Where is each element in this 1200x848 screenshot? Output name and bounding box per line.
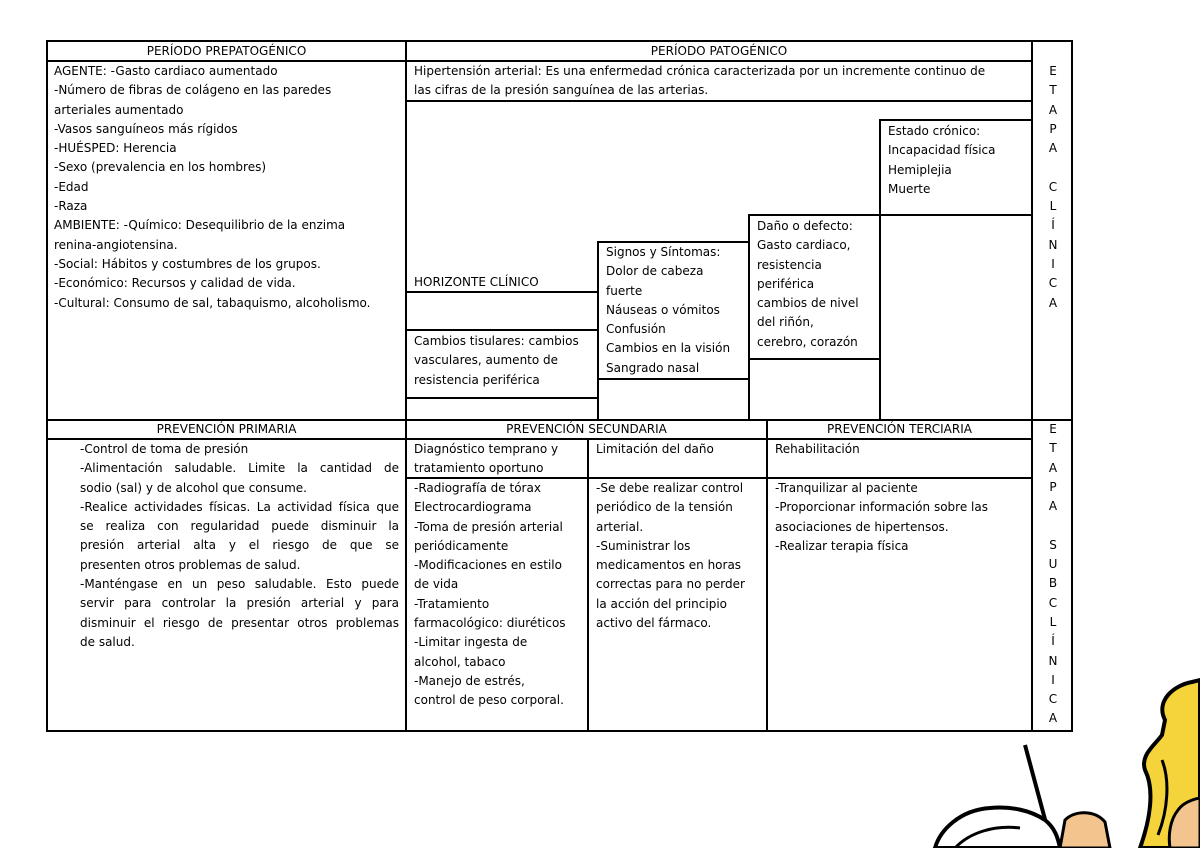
- text-line: -Raza: [54, 199, 88, 214]
- text-line: -Edad: [54, 179, 89, 194]
- prevencion-terciaria-header: PREVENCIÓN TERCIARIA: [827, 422, 972, 436]
- text-line: AMBIENTE: -Químico: Desequilibrio de la enzima: [54, 218, 346, 233]
- text-line: -Control de toma de presión: [80, 442, 249, 456]
- text-line: del riñón,: [757, 315, 814, 330]
- text-line: fuerte: [606, 283, 643, 298]
- text-line: Confusión: [606, 322, 666, 337]
- text-line: periódicamente: [414, 538, 509, 553]
- rehabilitacion-title: Rehabilitación: [775, 442, 860, 456]
- text-line: -HUÉSPED: Herencia: [54, 141, 177, 156]
- text-line: Estado crónico:: [888, 124, 981, 138]
- text-line: -Alimentación saludable. Limite la cantidad de: [80, 461, 399, 476]
- text-line: disminuir el riesgo de presentar otros problemas: [80, 615, 399, 630]
- top-col-divider-2: [1031, 40, 1033, 421]
- etapa-subclinica-label: E T A P A S U B C L Í N I C A: [1048, 422, 1058, 726]
- cartoon-illustration: [900, 660, 1200, 848]
- horizonte-line: [405, 291, 598, 293]
- text-line: tratamiento oportuno: [414, 461, 544, 476]
- text-line: -Toma de presión arterial: [414, 519, 563, 534]
- step-1-left: [597, 241, 599, 421]
- diagnostico-content: [414, 479, 566, 711]
- prevencion-primaria-header: PREVENCIÓN PRIMARIA: [156, 422, 297, 436]
- text-line: Náuseas o vómitos: [606, 302, 720, 317]
- text-line: presenten otros problemas de salud.: [80, 557, 301, 572]
- text-line: Hipertensión arterial: Es una enfermedad crónica caracterizada por un incremente continuo de: [414, 64, 986, 78]
- text-line: Muerte: [888, 181, 931, 196]
- text-line: control de peso corporal.: [414, 693, 564, 708]
- text-line: -Social: Hábitos y costumbres de los grupos.: [54, 256, 321, 271]
- text-line: cambios de nivel: [757, 296, 859, 311]
- text-line: -Cultural: Consumo de sal, tabaquismo, alcoholismo.: [54, 295, 371, 310]
- text-line: presión arterial alta y el riesgo de que se: [80, 538, 399, 553]
- text-line: sodio (sal) y de alcohol que consume.: [80, 480, 307, 495]
- text-line: medicamentos en horas: [596, 558, 742, 573]
- text-line: Incapacidad física: [888, 143, 996, 158]
- text-line: correctas para no perder: [596, 577, 745, 592]
- text-line: Hemiplejia: [888, 162, 952, 177]
- text-line: Gasto cardiaco,: [757, 238, 851, 253]
- text-line: -Manejo de estrés,: [414, 673, 525, 688]
- text-line: -Sexo (prevalencia en los hombres): [54, 160, 267, 175]
- text-line: resistencia periférica: [414, 372, 540, 387]
- bottom-col-divider-1: [405, 419, 407, 732]
- text-line: -Realice actividades físicas. La actividad física que: [80, 499, 399, 514]
- text-line: vasculares, aumento de: [414, 353, 559, 368]
- text-line: de salud.: [80, 634, 135, 649]
- text-line: Cambios tisulares: cambios: [414, 334, 579, 348]
- bottom-col-divider-3: [766, 419, 768, 732]
- estado-cronico: [888, 122, 996, 199]
- text-line: -Limitar ingesta de: [414, 635, 528, 650]
- text-line: alcohol, tabaco: [414, 654, 506, 669]
- text-line: las cifras de la presión sanguínea de las arterias.: [414, 83, 709, 98]
- text-line: cerebro, corazón: [757, 334, 858, 349]
- text-line: Electrocardiograma: [414, 500, 532, 515]
- etapa-clinica-label: E T A P A C L Í N I C A: [1048, 64, 1058, 310]
- prevencion-primaria-content: [80, 440, 399, 652]
- step-2-top: [748, 214, 881, 216]
- text-line: periódico de la tensión: [596, 500, 733, 515]
- text-line: Daño o defecto:: [757, 219, 853, 233]
- definition-divider: [405, 100, 1033, 102]
- text-line: Dolor de cabeza: [606, 264, 704, 279]
- patogenico-header: PERÍODO PATOGÉNICO: [650, 44, 788, 58]
- text-line: Sangrado nasal: [606, 360, 700, 375]
- text-line: -Manténgase en un peso saludable. Esto puede: [80, 577, 399, 592]
- signos-sintomas: [606, 243, 730, 378]
- cartoon-skin: [1060, 813, 1110, 848]
- text-line: -Realizar terapia física: [775, 538, 909, 553]
- text-line: -Número de fibras de colágeno en las paredes: [54, 83, 332, 98]
- cronico-bottom: [879, 214, 1033, 216]
- text-line: se realiza con regularidad puede disminuir la: [80, 519, 399, 534]
- text-line: farmacológico: diuréticos: [414, 616, 566, 631]
- text-line: -Tranquilizar al paciente: [775, 481, 918, 495]
- prepatogenico-content: [54, 62, 370, 313]
- text-line: asociaciones de hipertensos.: [775, 519, 949, 534]
- text-line: -Proporcionar información sobre las: [775, 500, 988, 515]
- text-line: -Económico: Recursos y calidad de vida.: [54, 276, 296, 291]
- text-line: servir para controlar la presión arterial y para: [80, 596, 399, 611]
- bottom-col-divider-2: [587, 438, 589, 732]
- rehabilitacion-content: [775, 479, 988, 556]
- step-3-top: [879, 119, 1033, 121]
- text-line: AGENTE: -Gasto cardiaco aumentado: [54, 64, 278, 78]
- text-line: arterial.: [596, 519, 644, 534]
- horizonte-clinico-label: HORIZONTE CLÍNICO: [414, 275, 539, 289]
- text-line: resistencia: [757, 257, 822, 272]
- text-line: de vida: [414, 577, 459, 592]
- text-line: activo del fármaco.: [596, 616, 712, 631]
- signos-bottom: [597, 378, 750, 380]
- text-line: -Modificaciones en estilo: [414, 558, 562, 573]
- dano-bottom: [748, 358, 881, 360]
- hipertension-definition: [414, 62, 985, 101]
- cambios-bottom: [405, 397, 598, 399]
- text-line: -Suministrar los: [596, 538, 691, 553]
- text-line: arteriales aumentado: [54, 102, 184, 117]
- text-line: Signos y Síntomas:: [606, 245, 721, 259]
- prevencion-secundaria-header: PREVENCIÓN SECUNDARIA: [506, 422, 667, 436]
- text-line: Cambios en la visión: [606, 341, 731, 356]
- step-2-left: [748, 214, 750, 421]
- dano-defecto: [757, 217, 859, 352]
- limitacion-title: Limitación del daño: [596, 442, 714, 456]
- text-line: -Vasos sanguíneos más rígidos: [54, 121, 238, 136]
- cambios-top: [405, 329, 598, 331]
- text-line: -Tratamiento: [414, 596, 490, 611]
- text-line: -Se debe realizar control: [596, 481, 744, 495]
- text-line: renina-angiotensina.: [54, 237, 178, 252]
- text-line: la acción del principio: [596, 596, 728, 611]
- text-line: -Radiografía de tórax: [414, 481, 541, 495]
- diagnostico-title: [414, 440, 558, 479]
- text-line: periférica: [757, 276, 815, 291]
- top-col-divider-1: [405, 40, 407, 421]
- prepatogenico-header: PERÍODO PREPATOGÉNICO: [146, 44, 307, 58]
- step-3-left: [879, 119, 881, 421]
- limitacion-content: [596, 479, 745, 633]
- cambios-tisulares: [414, 332, 579, 390]
- text-line: Diagnóstico temprano y: [414, 442, 559, 456]
